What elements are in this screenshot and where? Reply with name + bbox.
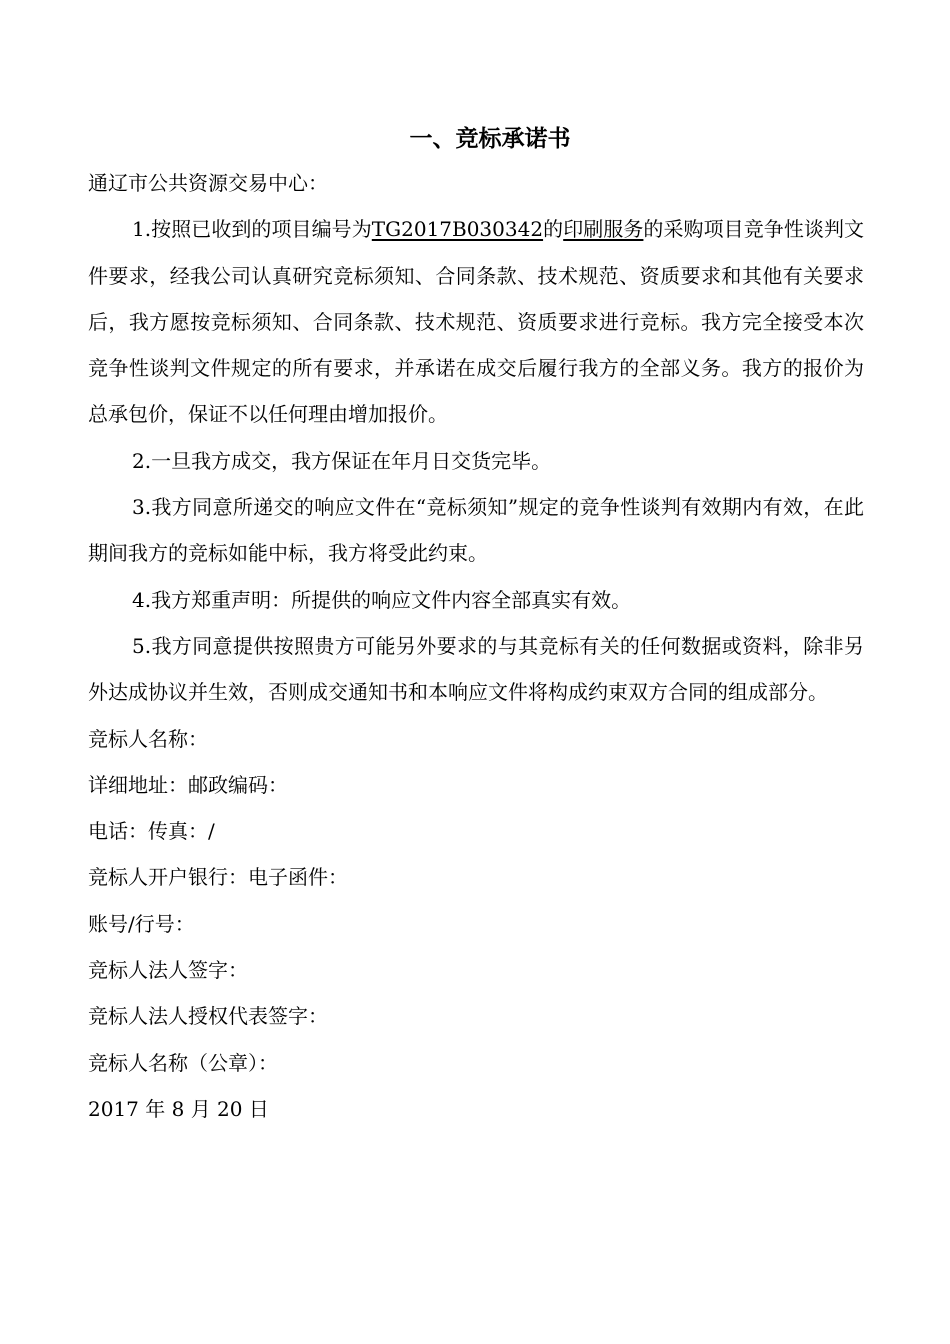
clause-1-pre: 1.按照已收到的项目编号为 <box>132 217 372 242</box>
field-bidder-seal: 竞标人名称（公章）： <box>88 1050 278 1075</box>
project-name: 印刷服务 <box>563 217 644 242</box>
field-bidder-name: 竞标人名称： <box>88 726 208 751</box>
field-legal-rep-signature: 竞标人法人签字： <box>88 958 248 983</box>
clause-5: 5.我方同意提供按照贵方可能另外要求的与其竞标有关的任何数据或资料，除非另外达成协议并生效，否则成交通知书和本响应文件将构成约束双方合同的组成部分。 <box>88 633 864 705</box>
clause-1-mid: 的 <box>543 217 564 242</box>
clause-3: 3.我方同意所递交的响应文件在“竞标须知”规定的竞争性谈判有效期内有效，在此期间我方的竞标如能中标，我方将受此约束。 <box>88 495 864 566</box>
document-date: 2017 年 8 月 20 日 <box>88 1096 269 1121</box>
document-title: 一、竞标承诺书 <box>409 126 571 152</box>
clause-1 <box>88 206 864 437</box>
field-account-number: 账号/行号： <box>88 911 195 936</box>
addressee: 通辽市公共资源交易中心： <box>88 171 328 195</box>
clause-1-post: 的采购项目竞争性谈判文件要求，经我公司认真研究竞标须知、合同条款、技术规范、资质要求和其他有关要求后，我方愿按竞标须知、合同条款、技术规范、资质要求进行竞标。我方完全接受本次竞争性谈判文件规定的所有要求，并承诺在成交后履行我方的全部义务。我方的报价为总承包价，保证不以任何理由增加报价。 <box>88 217 865 427</box>
project-number: TG2017B030342 <box>371 217 544 242</box>
clause-4: 4.我方郑重声明：所提供的响应文件内容全部真实有效。 <box>132 587 632 612</box>
clause-2: 2.一旦我方成交，我方保证在年月日交货完毕。 <box>132 448 552 473</box>
field-phone-fax: 电话：传真：/ <box>88 819 215 844</box>
field-address-postcode: 详细地址：邮政编码： <box>88 772 288 797</box>
field-authorized-rep-signature: 竞标人法人授权代表签字： <box>88 1004 328 1029</box>
field-bank-email: 竞标人开户银行：电子函件： <box>88 865 348 890</box>
document-page <box>88 118 864 1132</box>
